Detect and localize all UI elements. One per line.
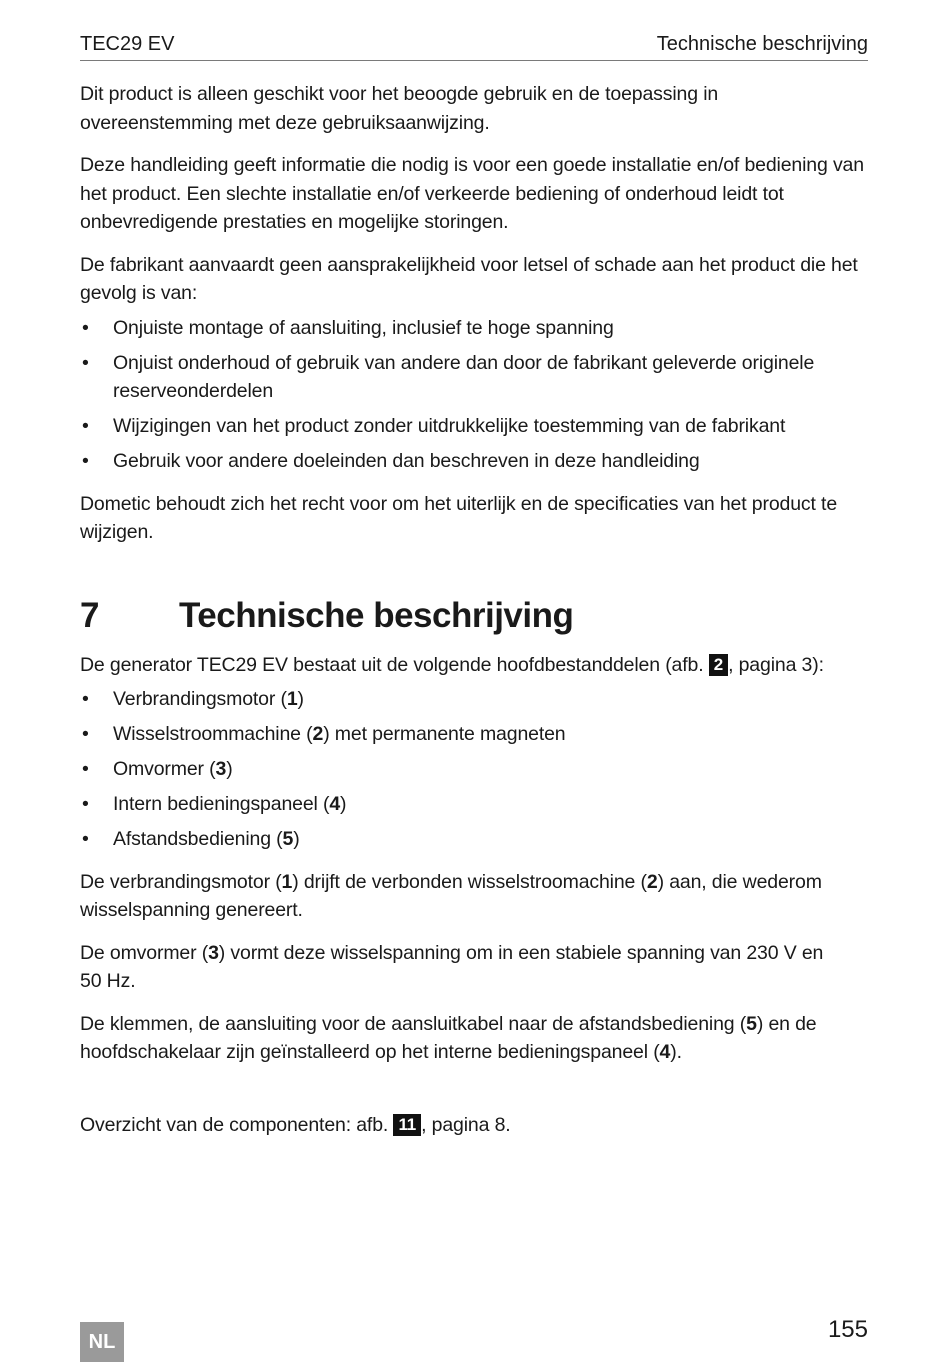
list-item: • Wijzigingen van het product zonder uitdrukkelijke toestemming van de fabrikant	[80, 412, 870, 441]
liability-list	[80, 314, 870, 476]
section-lead: De generator TEC29 EV bestaat uit de volgende hoofdbestanddelen (afb. 2 , pagina 3):	[80, 653, 824, 676]
list-item: • Onjuist onderhoud of gebruik van andere dan door de fabrikant geleverde originele reserveonderdelen	[80, 349, 870, 406]
page-header	[80, 30, 868, 61]
intro-paragraph-4: Dometic behoudt zich het recht voor om het uiterlijk en de specificaties van het product te wijzigen.	[80, 492, 838, 543]
page-number: 155	[827, 1316, 868, 1343]
list-item: • Intern bedieningspaneel (4)	[80, 790, 870, 819]
bullet: •	[82, 351, 89, 374]
bullet: •	[82, 723, 89, 745]
overview-line: Overzicht van de componenten: afb. 11 , pagina 8.	[80, 1113, 511, 1136]
section-paragraph-3: De klemmen, de aansluiting voor de aansluitkabel naar de afstandsbediening (5) en de hoofdschakelaar zijn geïnstalleerd op het interne bedieningspaneel (4).	[80, 1012, 817, 1063]
components-list	[80, 685, 870, 854]
bullet: •	[82, 758, 89, 780]
section-title: Technische beschrijving	[179, 595, 574, 635]
figure-reference: 2	[709, 654, 728, 676]
list-item: • Verbrandingsmotor (1)	[80, 685, 870, 714]
header-section: Technische beschrijving	[656, 33, 868, 55]
section-number: 7	[80, 595, 99, 635]
list-item: • Gebruik voor andere doeleinden dan beschreven in deze handleiding	[80, 447, 870, 476]
section-heading	[80, 595, 870, 637]
page-content	[80, 80, 870, 1153]
list-item: • Onjuiste montage of aansluiting, inclusief te hoge spanning	[80, 314, 870, 343]
list-item: • Omvormer (3)	[80, 755, 870, 784]
intro-paragraph-1: Dit product is alleen geschikt voor het beoogde gebruik en de toepassing in overeenstemming met deze gebruiksaanwijzing.	[80, 83, 719, 134]
list-item: • Wisselstroommachine (2) met permanente magneten	[80, 720, 870, 749]
intro-paragraph-2: Deze handleiding geeft informatie die nodig is voor een goede installatie en/of bediening van het product. Een slechte installatie en/of verkeerde bediening of onderhoud leidt tot onbevredigende prestaties en mogelijke storingen.	[80, 154, 864, 233]
bullet: •	[82, 316, 89, 339]
bullet: •	[82, 793, 89, 815]
section-paragraph-1: De verbrandingsmotor (1) drijft de verbonden wisselstroomachine (2) aan, die wederom wisselspanning genereert.	[80, 870, 822, 921]
bullet: •	[82, 688, 89, 710]
bullet: •	[82, 450, 89, 472]
figure-reference: 11	[393, 1114, 421, 1136]
bullet: •	[82, 828, 89, 850]
section-paragraph-2: De omvormer (3) vormt deze wisselspanning om in een stabiele spanning van 230 V en 50 Hz.	[80, 941, 824, 992]
list-item: • Afstandsbediening (5)	[80, 825, 870, 854]
header-product: TEC29 EV	[80, 33, 175, 55]
intro-paragraph-3: De fabrikant aanvaardt geen aansprakelijkheid voor letsel of schade aan het product die het gevolg is van:	[80, 253, 858, 304]
spacer	[80, 1081, 870, 1111]
language-tab: NL	[80, 1322, 124, 1362]
bullet: •	[82, 415, 89, 437]
